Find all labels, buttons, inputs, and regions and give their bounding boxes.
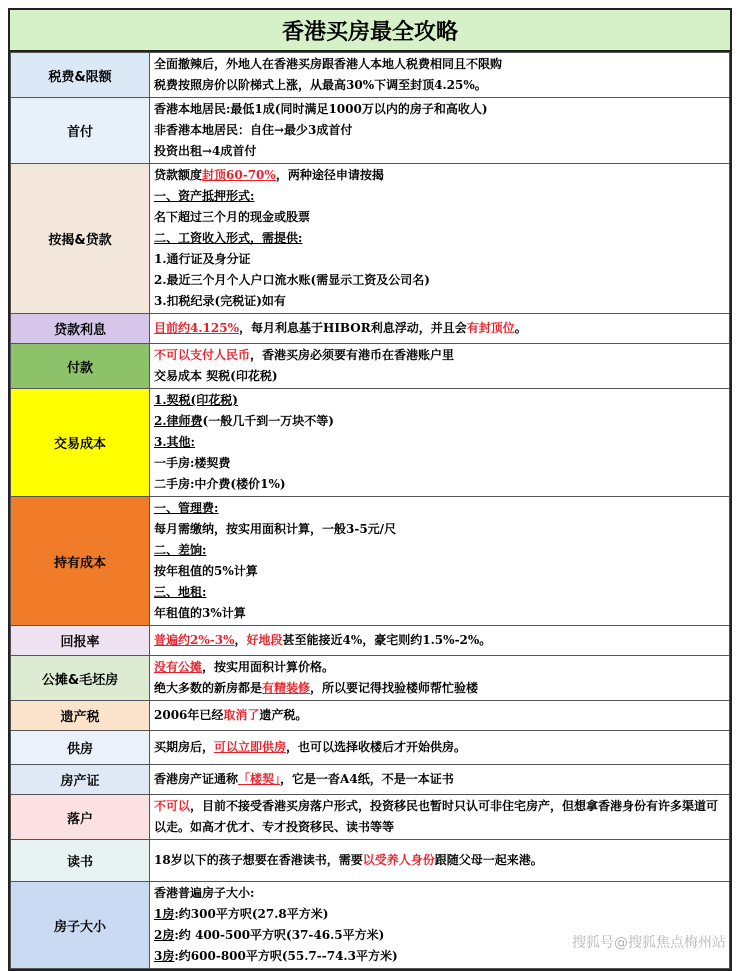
repayment-highlight: 可以立即供房 <box>214 740 287 754</box>
cost-deed-tax: 1.契税 <box>154 393 191 407</box>
row-content-tax <box>150 53 730 98</box>
table-row-house-size <box>11 882 730 969</box>
hold-line-3: 二、差饷: <box>154 543 207 557</box>
cost-line-4: 一手房:楼契费 <box>154 456 231 470</box>
table-row-return <box>11 626 730 656</box>
share-line-2 <box>154 678 725 699</box>
repayment-text: 买期房后， <box>154 740 215 754</box>
return-location-highlight: 好地段 <box>246 633 283 647</box>
page-title: 香港买房最全攻略 <box>10 10 730 52</box>
cost-lawyer-fee: 2.律师费 <box>154 414 203 428</box>
share-text-2: 绝大多数的新房都是 <box>154 681 263 695</box>
row-content-interest <box>150 314 730 344</box>
row-content-property-deed <box>150 765 730 795</box>
guide-table <box>10 52 730 969</box>
table-row-payment <box>11 344 730 389</box>
table-row-residency <box>11 795 730 840</box>
table-row-transaction-cost <box>11 389 730 497</box>
residency-no-highlight: 不可以 <box>154 799 191 813</box>
return-line <box>154 630 725 651</box>
row-label-holding-cost: 持有成本 <box>11 497 150 626</box>
row-label-mortgage: 按揭&贷款 <box>11 164 150 314</box>
row-label-estate-tax: 遗产税 <box>11 701 150 731</box>
repayment-line <box>154 737 725 758</box>
estate-text: 2006年已经 <box>154 708 224 722</box>
row-label-house-size: 房子大小 <box>11 882 150 969</box>
row-content-return <box>150 626 730 656</box>
mortgage-line-1 <box>154 165 725 186</box>
row-content-payment <box>150 344 730 389</box>
size-3-room: 3房 <box>154 949 175 963</box>
interest-text-end: 。 <box>514 321 527 335</box>
cost-line-2 <box>154 411 725 432</box>
mortgage-line-6: 2.最近三个月个人户口流水账(需显示工资及公司名) <box>154 273 430 287</box>
share-text-3: ，所以要记得找验楼师帮忙验楼 <box>310 681 479 695</box>
mortgage-line-5: 1.通行证及身分证 <box>154 252 251 266</box>
education-text-end: 跟随父母一起来港。 <box>434 853 543 867</box>
size-1-room: 1房 <box>154 907 175 921</box>
return-comma: ， <box>234 633 247 647</box>
size-2-room: 2房 <box>154 928 175 942</box>
mortgage-text: 贷款额度 <box>154 168 203 182</box>
row-content-estate-tax <box>150 701 730 731</box>
table-row-mortgage <box>11 164 730 314</box>
interest-text: ，每月利息基于HIBOR利息浮动，并且会 <box>238 321 467 335</box>
down-line-2: 非香港本地居民：自住→最少3成首付 <box>154 123 353 137</box>
cost-lawyer-note: (一般几千到一万块不等) <box>202 414 334 428</box>
row-label-property-deed: 房产证 <box>11 765 150 795</box>
repayment-text-end: ，也可以选择收楼后才开始供房。 <box>286 740 467 754</box>
tax-line-2: 税费按照房价以阶梯式上涨，从最高30%下调至封顶4.25%。 <box>154 78 487 92</box>
estate-text-end: 遗产税。 <box>259 708 308 722</box>
mortgage-cap-highlight: 封顶60-70% <box>202 168 276 182</box>
payment-text: ，香港买房必须要有港币在香港账户里 <box>250 348 455 362</box>
down-line-3: 投资出租→4成首付 <box>154 144 257 158</box>
row-content-downpayment <box>150 98 730 164</box>
table-row-interest <box>11 314 730 344</box>
mortgage-line-3: 名下超过三个月的现金或股票 <box>154 210 311 224</box>
payment-rmb-highlight: 不可以支付人民币 <box>154 348 251 362</box>
row-label-tax: 税费&限额 <box>11 53 150 98</box>
estate-line <box>154 705 725 726</box>
table-row-downpayment <box>11 98 730 164</box>
interest-line <box>154 318 725 339</box>
education-text: 18岁以下的孩子想要在香港读书，需要 <box>154 853 363 867</box>
row-label-transaction-cost: 交易成本 <box>11 389 150 497</box>
residency-text: ，目前不接受香港买房落户形式，投资移民也暂时只认可非住宅房产，但想拿香港身份有许多渠道可以走。如高才优才、专才投资移民、读书等等 <box>154 799 719 834</box>
row-label-residency: 落户 <box>11 795 150 840</box>
hold-line-2: 每月需缴纳，按实用面积计算，一般3-5元/尺 <box>154 522 397 536</box>
interest-cap-highlight: 有封顶位 <box>466 321 515 335</box>
row-content-education <box>150 840 730 882</box>
row-label-return: 回报率 <box>11 626 150 656</box>
deed-highlight: 「楼契」 <box>238 772 281 786</box>
row-label-payment: 付款 <box>11 344 150 389</box>
mortgage-text: ，两种途径申请按揭 <box>275 168 384 182</box>
share-no-shared-highlight: 没有公摊 <box>154 660 203 674</box>
share-line-1 <box>154 657 725 678</box>
mortgage-line-4: 二、工资收入形式，需提供: <box>154 231 303 245</box>
hold-line-6: 年租值的3%计算 <box>154 606 246 620</box>
table-row-tax <box>11 53 730 98</box>
payment-line-2: 交易成本 契税(印花税) <box>154 369 278 383</box>
row-label-education: 读书 <box>11 840 150 882</box>
row-label-downpayment: 首付 <box>11 98 150 164</box>
education-line <box>154 850 725 871</box>
deed-line <box>154 769 725 790</box>
size-line-2 <box>154 904 725 925</box>
estate-cancelled-highlight: 取消了 <box>223 708 260 722</box>
guide-table-sheet <box>8 8 732 971</box>
education-dependent-highlight: 以受养人身份 <box>362 853 435 867</box>
row-content-residency <box>150 795 730 840</box>
cost-line-3: 3.其他: <box>154 435 195 449</box>
mortgage-line-7: 3.扣税纪录(完税证)如有 <box>154 294 286 308</box>
row-label-interest: 贷款利息 <box>11 314 150 344</box>
cost-line-5: 二手房:中介费(楼价1%) <box>154 477 286 491</box>
deed-text: 香港房产证通称 <box>154 772 239 786</box>
row-content-mortgage <box>150 164 730 314</box>
table-row-estate-tax <box>11 701 730 731</box>
mortgage-line-2: 一、资产抵押形式: <box>154 189 255 203</box>
size-3-room-area: :约600-800平方呎(55.7--74.3平方米) <box>174 949 398 963</box>
size-1-room-area: :约300平方呎(27.8平方米) <box>174 907 329 921</box>
size-2-room-area: :约 400-500平方呎(37-46.5平方米) <box>174 928 385 942</box>
size-line-1: 香港普遍房子大小: <box>154 886 255 900</box>
row-content-transaction-cost <box>150 389 730 497</box>
row-content-repayment <box>150 731 730 765</box>
table-row-shared-area <box>11 656 730 701</box>
hold-line-4: 按年租值的5%计算 <box>154 564 258 578</box>
watermark-text: 搜狐号@搜狐焦点梅州站 <box>572 935 726 951</box>
residency-text-block <box>154 796 725 838</box>
row-content-holding-cost <box>150 497 730 626</box>
row-content-shared-area <box>150 656 730 701</box>
row-content-house-size <box>150 882 730 969</box>
deed-text-end: ，它是一沓A4纸，不是一本证书 <box>280 772 454 786</box>
row-label-repayment: 供房 <box>11 731 150 765</box>
table-row-education <box>11 840 730 882</box>
table-row-repayment <box>11 731 730 765</box>
share-decorated-highlight: 有精装修 <box>262 681 311 695</box>
share-text: ，按实用面积计算价格。 <box>202 660 335 674</box>
return-text: 甚至能接近4%，豪宅则约1.5%-2%。 <box>282 633 492 647</box>
down-line-1: 香港本地居民:最低1成(同时满足1000万以内的房子和高收人) <box>154 102 488 116</box>
interest-rate-highlight: 目前约4.125% <box>154 321 239 335</box>
table-row-holding-cost <box>11 497 730 626</box>
cost-line-1 <box>154 390 725 411</box>
hold-line-1: 一、管理费: <box>154 501 219 515</box>
return-rate-highlight: 普遍约2%-3% <box>154 633 235 647</box>
hold-line-5: 三、地租: <box>154 585 207 599</box>
table-row-property-deed <box>11 765 730 795</box>
row-label-shared-area: 公摊&毛坯房 <box>11 656 150 701</box>
cost-stamp-duty: (印花税) <box>190 393 238 407</box>
payment-line-1 <box>154 345 725 366</box>
tax-line-1: 全面撤辣后，外地人在香港买房跟香港人本地人税费相同且不限购 <box>154 57 503 71</box>
